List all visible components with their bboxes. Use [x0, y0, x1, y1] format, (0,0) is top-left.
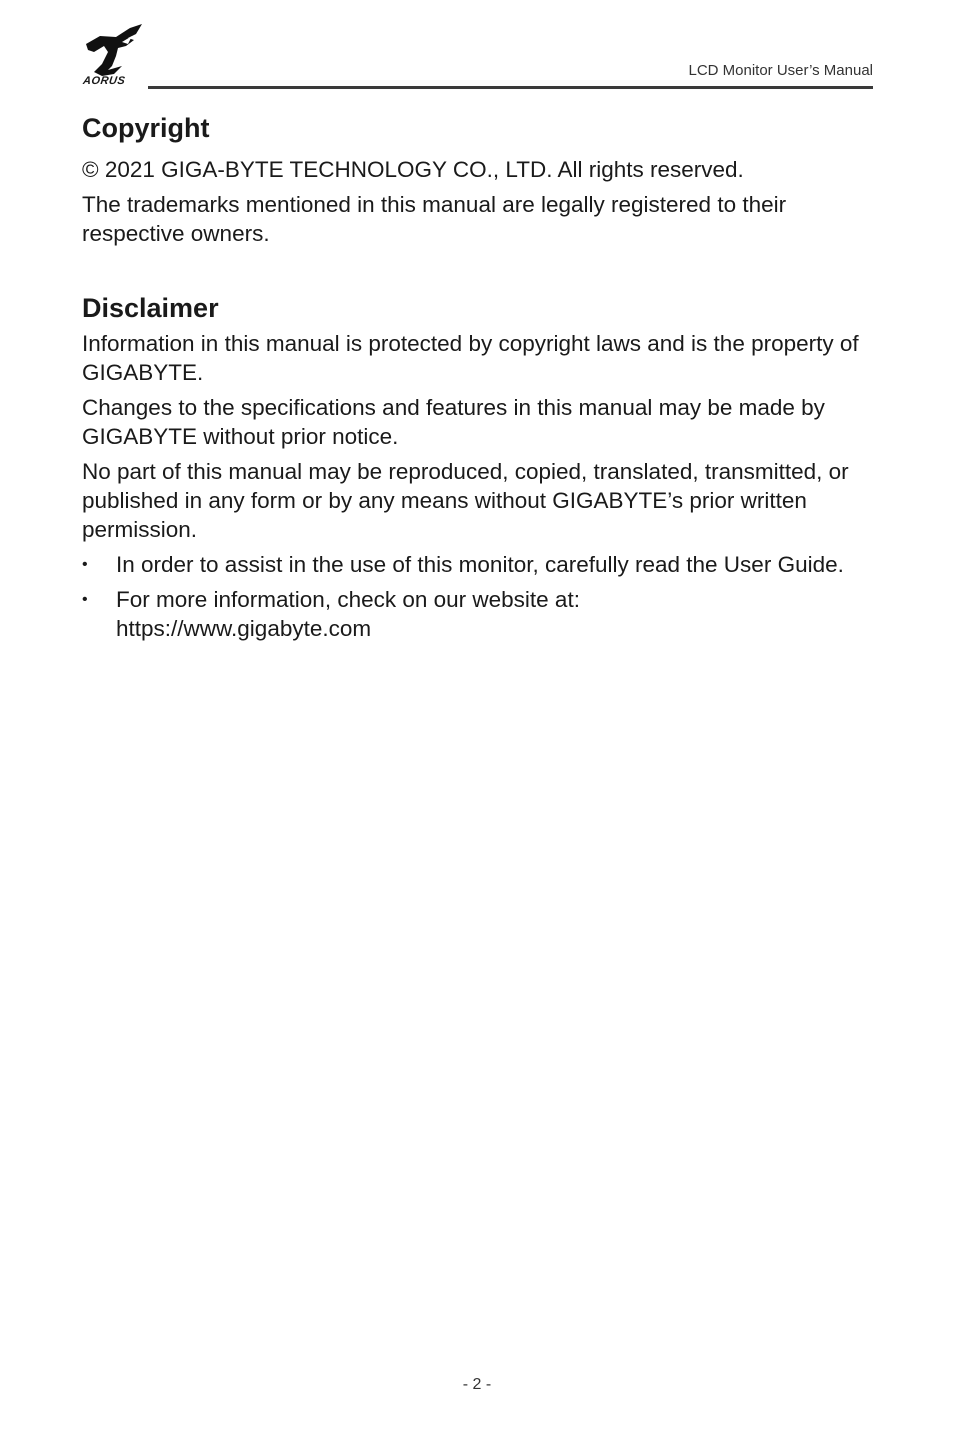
- disclaimer-bullet-list: [82, 550, 872, 643]
- website-link[interactable]: https://www.gigabyte.com: [116, 616, 372, 641]
- page-number: - 2 -: [462, 1376, 492, 1393]
- disclaimer-paragraph: Changes to the specifications and features in this manual may be made by GIGABYTE without prior notice.: [82, 395, 825, 449]
- disclaimer-paragraph: Information in this manual is protected by copyright laws and is the property of GIGABYTE.: [82, 331, 859, 385]
- manual-title: LCD Monitor User’s Manual: [688, 62, 873, 79]
- header-divider: [148, 86, 873, 89]
- copyright-heading: Copyright: [82, 113, 210, 143]
- list-item: [82, 585, 872, 643]
- aorus-eagle-icon: [82, 22, 146, 78]
- bullet-icon: •: [82, 591, 88, 608]
- disclaimer-heading: Disclaimer: [82, 293, 219, 323]
- aorus-logo: [82, 22, 146, 90]
- page-content: [82, 108, 872, 649]
- list-item-text: For more information, check on our website at:: [116, 587, 580, 612]
- trademark-notice: The trademarks mentioned in this manual are legally registered to their respective owners.: [82, 192, 787, 246]
- logo-wordmark: AORUS: [82, 75, 127, 87]
- page-header: [82, 22, 873, 92]
- list-item: [82, 550, 872, 579]
- list-item-text: In order to assist in the use of this monitor, carefully read the User Guide.: [116, 552, 844, 577]
- disclaimer-paragraph: No part of this manual may be reproduced, copied, translated, transmitted, or published in any form or by any means without GIGABYTE’s prior written permission.: [82, 459, 849, 542]
- copyright-notice: © 2021 GIGA-BYTE TECHNOLOGY CO., LTD. All rights reserved.: [82, 157, 744, 182]
- bullet-icon: •: [82, 556, 88, 573]
